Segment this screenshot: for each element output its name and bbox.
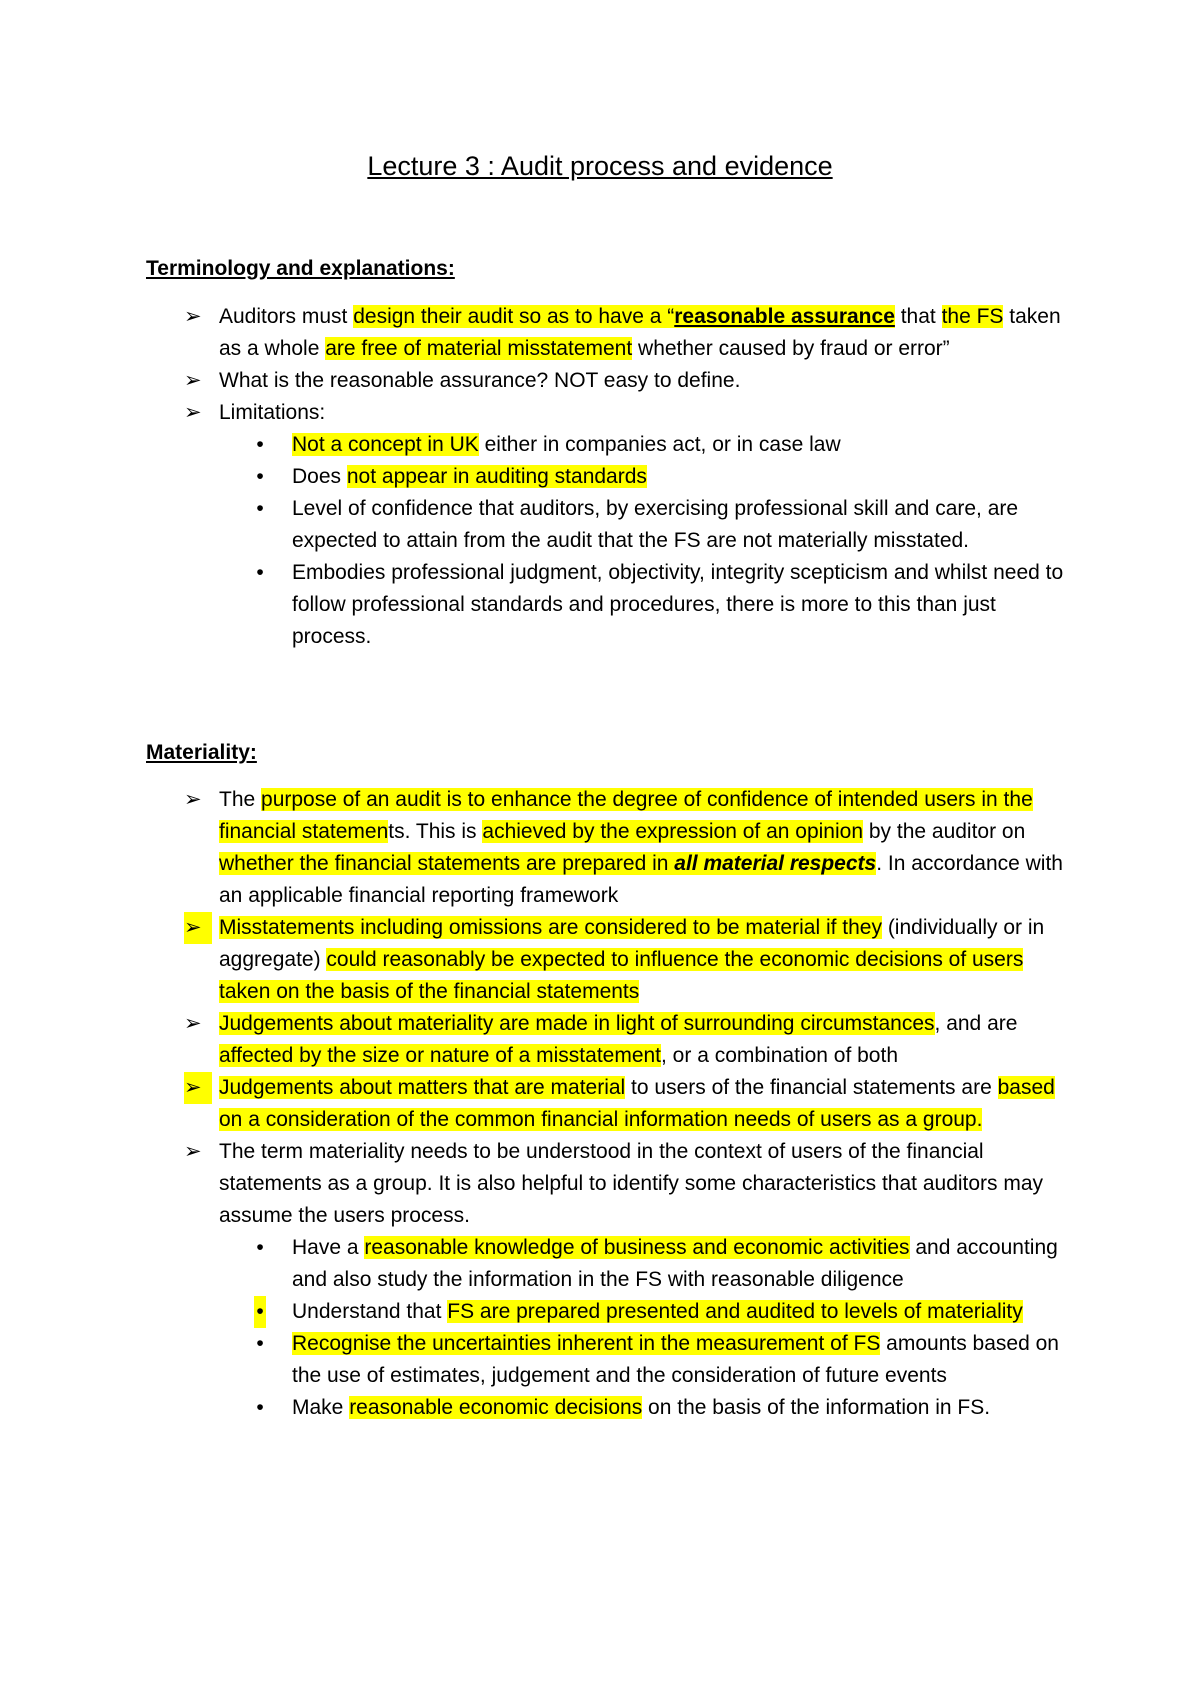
text-run: . In accordance with an applicable financial reporting framework: [219, 852, 1063, 907]
highlighted-text: design their audit so as to have a “: [353, 305, 675, 328]
bullet-icon: •: [256, 1332, 264, 1355]
text-run: Auditors must: [219, 305, 354, 328]
bullet-icon: •: [256, 465, 264, 488]
section-heading-materiality: Materiality:: [146, 741, 257, 764]
text-run: taken as a whole: [219, 305, 1061, 360]
bullet-icon: •: [256, 561, 264, 584]
text-run: whether caused by fraud or error”: [632, 337, 950, 360]
list-item: [146, 1392, 1066, 1424]
text-run: that: [894, 305, 942, 328]
list-item: [146, 912, 1066, 1008]
arrow-bullet-icon: ➢: [184, 305, 202, 328]
text-run: to users of the financial statements are: [625, 1076, 998, 1099]
highlighted-text: Judgements about materiality are made in light of surrounding circumstances: [219, 1012, 935, 1035]
text-run: The: [219, 788, 262, 811]
text-run: and accounting and also study the information in the FS with reasonable diligence: [292, 1236, 1058, 1291]
text-run: ts. This is: [388, 820, 483, 843]
list-item: [146, 493, 1066, 557]
highlighted-text: Recognise the uncertainties inherent in the measurement of FS: [292, 1332, 881, 1355]
text-run: either in companies act, or in case law: [478, 433, 841, 456]
section-heading-terminology: Terminology and explanations:: [146, 257, 455, 280]
highlighted-text: FS are prepared presented and audited to levels of materiality: [447, 1300, 1023, 1323]
arrow-bullet-icon: ➢: [184, 1012, 202, 1035]
text-run: on the basis of the information in FS.: [642, 1396, 991, 1419]
text-run: Level of confidence that auditors, by exercising professional skill and care, are expected to attain from the audit that the FS are not materially misstated.: [292, 497, 1019, 552]
bullet-icon: •: [254, 1296, 266, 1328]
list-item: [146, 1328, 1066, 1392]
highlighted-text: Misstatements including omissions are considered to be material if they: [219, 916, 882, 939]
limitations-list: [219, 429, 1066, 653]
list-item: [146, 429, 1066, 461]
bullet-icon: •: [256, 1236, 264, 1259]
arrow-bullet-icon: ➢: [184, 1140, 202, 1163]
text-run: Have a: [292, 1236, 365, 1259]
highlighted-text: Judgements about matters that are material: [219, 1076, 626, 1099]
highlighted-text: are free of material misstatement: [325, 337, 633, 360]
highlighted-text: the FS: [941, 305, 1004, 328]
text-run: amounts based on the use of estimates, judgement and the consideration of future events: [292, 1332, 1059, 1387]
text-run: , and are: [934, 1012, 1018, 1035]
highlighted-text: purpose of an audit is to enhance the degree of confidence of intended users in the financial statemen: [219, 788, 1033, 843]
list-item: [146, 1232, 1066, 1296]
list-item: [146, 1136, 1066, 1424]
list-item: [146, 461, 1066, 493]
highlighted-text: reasonable economic decisions: [349, 1396, 643, 1419]
arrow-bullet-icon: ➢: [184, 1072, 212, 1104]
list-item: [146, 557, 1066, 653]
text-run: The term materiality needs to be understood in the context of users of the financial statements as a group. It is also helpful to identify some characteristics that auditors may assume the users process.: [219, 1140, 1044, 1227]
text-run: What is the reasonable assurance? NOT easy to define.: [219, 369, 741, 392]
materiality-list: [146, 784, 1066, 1424]
highlighted-text: Not a concept in UK: [292, 433, 479, 456]
highlighted-underlined-text: reasonable assurance: [674, 305, 895, 328]
highlighted-text: could reasonably be expected to influence the economic decisions of users taken on the basis of the financial statements: [219, 948, 1024, 1003]
highlighted-text: whether the financial statements are prepared in: [219, 852, 675, 875]
highlighted-emphasis-text: all material respects: [674, 852, 877, 875]
bullet-icon: •: [256, 1396, 264, 1419]
text-run: Does: [292, 465, 347, 488]
text-run: Make: [292, 1396, 350, 1419]
terminology-list: [146, 301, 1066, 653]
highlighted-text: achieved by the expression of an opinion: [482, 820, 864, 843]
text-run: , or a combination of both: [661, 1044, 898, 1067]
arrow-bullet-icon: ➢: [184, 401, 202, 424]
highlighted-text: not appear in auditing standards: [346, 465, 647, 488]
list-item: [146, 1008, 1066, 1072]
text-run: (individually or in aggregate): [219, 916, 1045, 971]
characteristics-list: [219, 1232, 1066, 1424]
arrow-bullet-icon: ➢: [184, 912, 212, 944]
highlighted-text: affected by the size or nature of a misstatement: [219, 1044, 662, 1067]
list-item: [146, 301, 1066, 365]
arrow-bullet-icon: ➢: [184, 788, 202, 811]
highlighted-text: reasonable knowledge of business and economic activities: [364, 1236, 910, 1259]
bullet-icon: •: [256, 497, 264, 520]
text-run: Limitations:: [219, 401, 326, 424]
text-run: by the auditor on: [863, 820, 1026, 843]
text-run: Embodies professional judgment, objectivity, integrity scepticism and whilst need to follow professional standards and procedures, there is more to this than just process.: [292, 561, 1064, 648]
list-item: [146, 1072, 1066, 1136]
text-run: Understand that: [292, 1300, 448, 1323]
bullet-icon: •: [256, 433, 264, 456]
list-item: [146, 397, 1066, 653]
list-item: [146, 365, 1066, 397]
arrow-bullet-icon: ➢: [184, 369, 202, 392]
page-title: Lecture 3 : Audit process and evidence: [367, 151, 833, 181]
list-item: [146, 784, 1066, 912]
highlighted-text: based on a consideration of the common financial information needs of users as a group.: [219, 1076, 1055, 1131]
list-item: [146, 1296, 1066, 1328]
